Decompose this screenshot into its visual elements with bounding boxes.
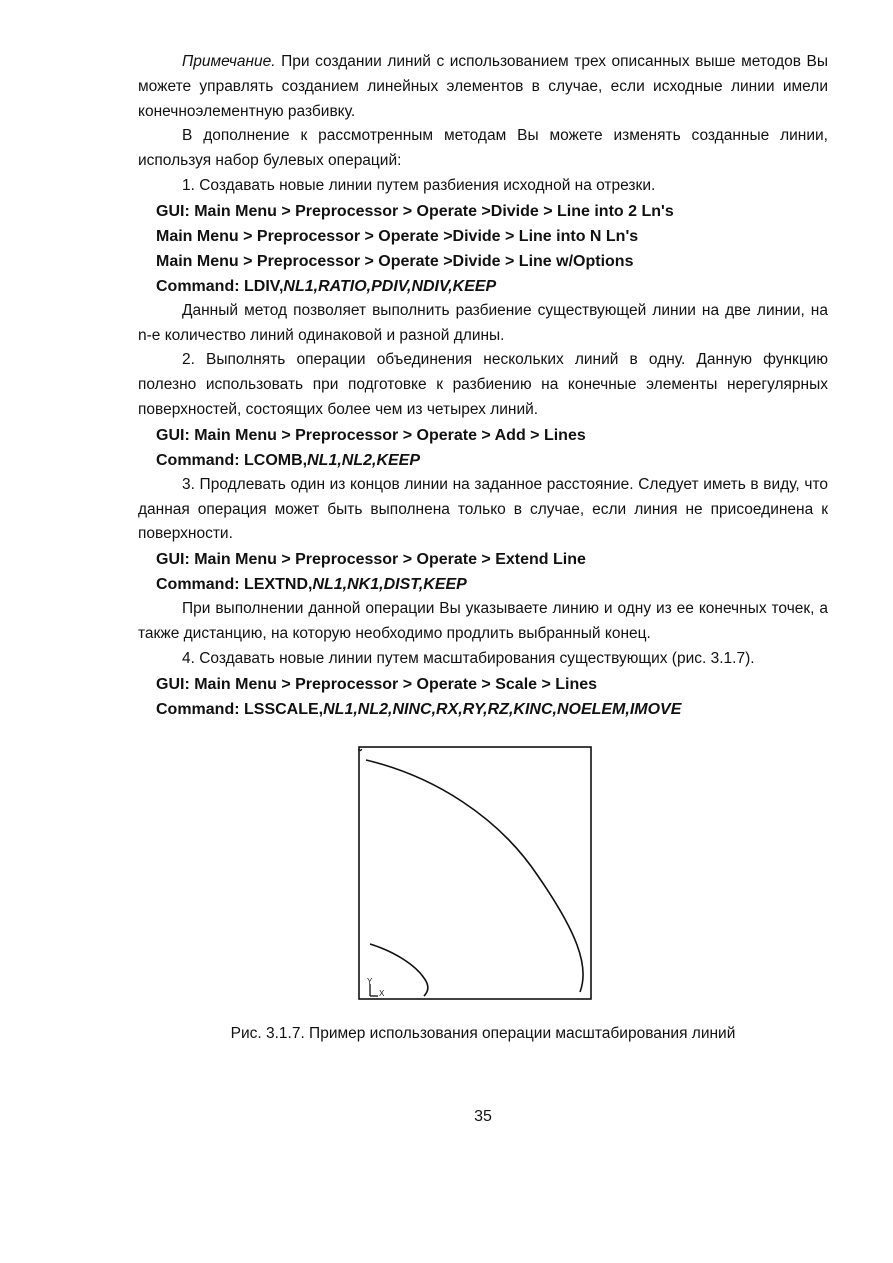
item-3-description: При выполнении данной операции Вы указываете линию и одну из ее конечных точек, а также дистанцию, на которую необходимо продлить выбранный конец. bbox=[138, 600, 828, 642]
divide-gui-path-2: Main Menu > Preprocessor > Operate >Divide > Line into N Ln's bbox=[156, 227, 639, 245]
extend-gui-path: GUI: Main Menu > Preprocessor > Operate > Extend Line bbox=[156, 551, 586, 569]
intro-paragraph: В дополнение к рассмотренным методам Вы можете изменять созданные линии, используя набор булевых операций: bbox=[138, 127, 828, 170]
scaled-lines-figure bbox=[358, 746, 592, 1000]
axis-x-label: X bbox=[379, 989, 385, 998]
scale-command-name: Command: LSSCALE, bbox=[156, 700, 324, 718]
axis-y-label: Y bbox=[367, 977, 373, 986]
item-1-description: Данный метод позволяет выполнить разбиение существующей линии на две линии, на n-е количество линий одинаковой и разной длины. bbox=[138, 301, 828, 344]
item-4-paragraph: 4. Создавать новые линии путем масштабирования существующих (рис. 3.1.7). bbox=[182, 649, 755, 667]
divide-command bbox=[138, 274, 828, 299]
divide-command-args: NL1,RATIO,PDIV,NDIV,KEEP bbox=[283, 277, 497, 295]
divide-gui-path-1: GUI: Main Menu > Preprocessor > Operate >Divide > Line into 2 Ln's bbox=[156, 202, 674, 220]
body-text bbox=[138, 50, 828, 722]
scale-gui-path: GUI: Main Menu > Preprocessor > Operate > Scale > Lines bbox=[156, 675, 598, 693]
scale-command-args: NL1,NL2,NINC,RX,RY,RZ,KINC,NOELEM,IMOVE bbox=[323, 700, 682, 718]
axis-triad-icon bbox=[367, 977, 385, 998]
add-command bbox=[138, 448, 828, 473]
extend-command bbox=[138, 572, 828, 597]
add-command-args: NL1,NL2,KEEP bbox=[307, 451, 421, 469]
extend-command-name: Command: LEXTND, bbox=[156, 576, 313, 594]
item-3-paragraph: 3. Продлевать один из концов линии на заданное расстояние. Следует иметь в виду, что данная операция может быть выполнена только в случае, если линия не присоединена к поверхности. bbox=[138, 475, 828, 543]
page-number: 35 bbox=[474, 1108, 492, 1125]
add-gui-path: GUI: Main Menu > Preprocessor > Operate > Add > Lines bbox=[156, 426, 586, 444]
figure-caption: Рис. 3.1.7. Пример использования операции масштабирования линий bbox=[230, 1025, 736, 1042]
item-2-paragraph: 2. Выполнять операции объединения нескольких линий в одну. Данную функцию полезно использовать при подготовке к разбиению на конечные элементы нерегулярных поверхностей, состоящих более чем из четырех линий. bbox=[138, 351, 828, 418]
divide-command-name: Command: LDIV, bbox=[156, 277, 284, 295]
divide-gui-path-3: Main Menu > Preprocessor > Operate >Divide > Line w/Options bbox=[156, 252, 634, 270]
note-label: Примечание. bbox=[182, 53, 276, 70]
item-1-paragraph: 1. Создавать новые линии путем разбиения исходной на отрезки. bbox=[182, 176, 656, 194]
extend-command-args: NL1,NK1,DIST,KEEP bbox=[312, 576, 467, 594]
note-text: При создании линий с использованием трех описанных выше методов Вы можете управлять созданием линейных элементов в случае, если исходные линии имели конечноэлементную разбивку. bbox=[138, 53, 828, 120]
figure-frame bbox=[359, 747, 591, 999]
add-command-name: Command: LCOMB, bbox=[156, 451, 308, 469]
note-paragraph bbox=[138, 50, 828, 124]
scale-command bbox=[138, 697, 828, 722]
